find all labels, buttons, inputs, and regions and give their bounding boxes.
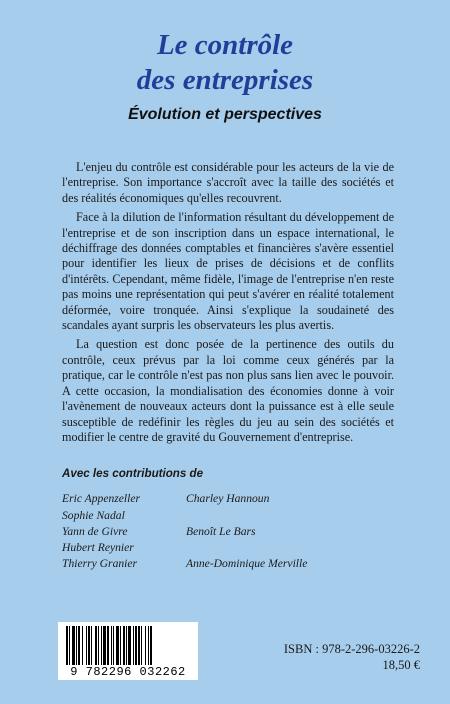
back-cover-text xyxy=(62,160,394,449)
barcode-bar xyxy=(135,626,137,666)
barcode-bar xyxy=(88,626,90,666)
barcode-bar xyxy=(91,626,92,666)
barcode-bar xyxy=(72,626,75,666)
barcode-bar xyxy=(111,626,112,666)
contributor-name: Eric Appenzeller xyxy=(62,492,141,505)
barcode-bar xyxy=(120,626,121,666)
paragraph-2: Face à la dilution de l'information résultant du développement de l'entreprise et de son inscription dans un espace international, le déchiffrage des données comptables et financières s'avère essentiel pour identifier les lieux de prises de décisions et de conflits d'intérêts. Cependant, même fidèle, l'image de l'entreprise n'en reste pas moins une représentation qui peut s'avérer en réalité totalement déformée, voire tronquée. Ainsi s'explique la soudaineté des scandales ayant surpris les observateurs les plus avertis. xyxy=(62,210,394,333)
contributor-name: Yann de Givre xyxy=(62,525,128,538)
price: 18,50 € xyxy=(382,658,420,672)
isbn: ISBN : 978-2-296-03226-2 xyxy=(283,642,420,656)
contributor-name: Thierry Granier xyxy=(62,557,138,570)
subtitle: Évolution et perspectives xyxy=(128,106,322,123)
barcode-bar xyxy=(141,626,142,666)
contributions-heading: Avec les contributions de xyxy=(62,467,204,480)
barcode-digits: 9 782296 032262 xyxy=(58,665,198,679)
barcode-bar xyxy=(86,626,87,666)
barcode-bar xyxy=(82,626,83,666)
barcode-bar xyxy=(101,626,102,666)
barcode-bar xyxy=(128,626,131,666)
contributor-name: Sophie Nadal xyxy=(62,509,125,522)
barcode-bar xyxy=(145,626,146,666)
contributor-name: Charley Hannoun xyxy=(186,492,270,505)
barcode-bar xyxy=(113,626,114,666)
barcode xyxy=(58,622,198,680)
barcode-bar xyxy=(66,626,68,666)
barcode-bar xyxy=(150,626,152,666)
barcode-bar xyxy=(133,626,134,666)
contributor-name: Benoît Le Bars xyxy=(186,525,256,538)
title-line-2: des entreprises xyxy=(136,64,314,96)
barcode-bar xyxy=(148,626,149,666)
contributor-name: Hubert Reynier xyxy=(62,541,134,554)
paragraph-1: L'enjeu du contrôle est considérable pour les acteurs de la vie de l'entreprise. Son importance s'accroît avec la taille des sociétés et des réalités économiques qu'elles recouvrent. xyxy=(62,160,394,205)
barcode-bar xyxy=(116,626,119,666)
barcode-bar xyxy=(98,626,99,666)
paragraph-3: La question est donc posée de la pertinence des outils du contrôle, ceux prévus par la loi comme ceux générés par la pratique, car le contrôle n'est pas non plus sans lien avec le pouvoir. A cette occasion, la mondialisation des économies donne à voir l'avènement de nouveaux acteurs dont la puissance est à elle seule susceptible de redéfinir les règles du jeu au sein des sociétés et modifier le centre de gravité du Gouvernement d'entreprise. xyxy=(62,337,394,444)
barcode-bar xyxy=(76,626,77,666)
title-line-1: Le contrôle xyxy=(156,29,294,61)
barcode-bar xyxy=(78,626,80,666)
barcode-bar xyxy=(69,626,70,666)
barcode-bar xyxy=(107,626,109,666)
contributor-name: Anne-Dominique Merville xyxy=(186,557,308,570)
barcode-bars xyxy=(64,626,192,666)
barcode-bar xyxy=(138,626,140,666)
barcode-bar xyxy=(123,626,125,666)
barcode-bar xyxy=(95,626,97,666)
barcode-bar xyxy=(103,626,106,666)
barcode-bar xyxy=(126,626,127,666)
